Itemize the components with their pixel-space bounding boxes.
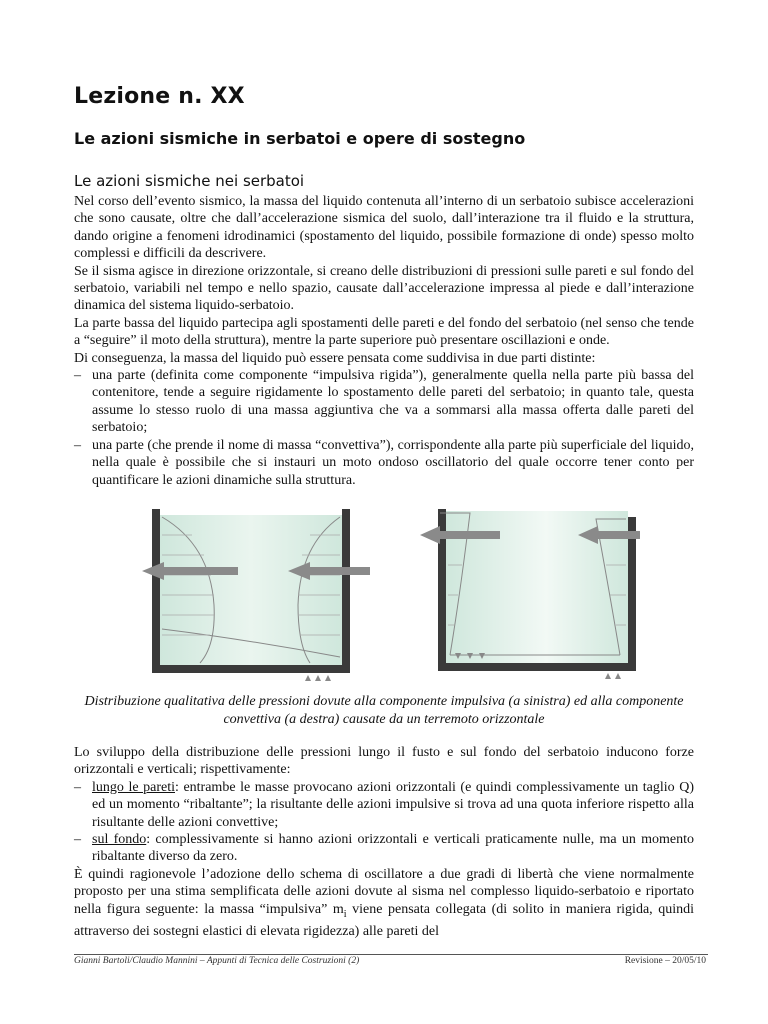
paragraph-5: Lo sviluppo della distribuzione delle pressioni lungo il fusto e sul fondo del serbatoio inducono forze orizzontali e verticali; rispettivamente: <box>74 745 694 778</box>
pressure-distribution-figure <box>140 505 715 690</box>
footer-divider <box>74 954 708 955</box>
paragraph-3: La parte bassa del liquido partecipa agli spostamenti delle pareti e del fondo del serbatoio (nel senso che tende a “seguire” il moto della struttura), mentre la parte superiore può presentare oscillazioni e onde. <box>74 315 694 349</box>
list-item <box>74 367 694 437</box>
body-text-top <box>74 193 694 489</box>
list-item-text: : entrambe le masse provocano azioni orizzontali (e quindi complessivamente un taglio Q) ed un momento “ribaltante”; la risultante delle azioni impulsive si trova ad una quota inferiore rispetto alla risultante delle azioni convettive; <box>92 779 694 830</box>
lesson-title: Lezione n. XX <box>74 84 245 109</box>
list-item-label: lungo le pareti <box>92 779 175 795</box>
lesson-subtitle: Le azioni sismiche in serbatoi e opere di sostegno <box>74 129 526 148</box>
list-item-label: sul fondo <box>92 832 147 848</box>
footer-revision: Revisione – 20/05/10 <box>624 956 706 966</box>
list-dash: – <box>74 832 81 848</box>
list-dash: – <box>74 779 81 795</box>
list-item-text: una parte (che prende il nome di massa “convettiva”), corrispondente alla parte più superficiale del liquido, nella quale è possibile che si instauri un moto ondoso oscillatorio del quale occorre tener conto per quantificare le azioni dinamiche sulla struttura. <box>92 437 694 488</box>
subscript-i: i <box>343 908 347 920</box>
list-item <box>74 779 694 831</box>
impulsive-tank <box>142 509 370 681</box>
paragraph-2: Se il sisma agisce in direzione orizzontale, si creano delle distribuzioni di pressioni sulle pareti e sul fondo del serbatoio, variabili nel tempo e nello spazio, causate dall’accelerazione impressa al piede e dall’interazione dinamica del sistema liquido-serbatoio. <box>74 263 694 314</box>
list-dash: – <box>74 368 81 384</box>
list-item-text: : complessivamente si hanno azioni orizzontali e verticali praticamente nulle, ma un momento ribaltante diverso da zero. <box>92 832 694 865</box>
paragraph-4: Di conseguenza, la massa del liquido può essere pensata come suddivisa in due parti distinte: <box>74 350 596 366</box>
body-text-bottom <box>74 744 694 940</box>
list-dash: – <box>74 437 81 453</box>
paragraph-6-part-b: viene pensata collegata (di solito in maniera rigida, quindi attraverso dei sostegni elastici di elevata rigidezza) alle pareti del <box>74 901 695 939</box>
list-item-text: una parte (definita come componente “impulsiva rigida”), generalmente quella nella parte più bassa del contenitore, tende a seguire rigidamente lo spostamento delle pareti del serbatoio; in quanto tale, questa assume lo stesso ruolo di una massa aggiuntiva che va a sommarsi alla massa offerta dalle pareti del serbatoio; <box>92 368 694 436</box>
figure-caption: Distribuzione qualitativa delle pressioni dovute alla componente impulsiva (a sinistra) ed alla componente convettiva (a destra) causate da un terremoto orizzontale <box>84 694 684 727</box>
convective-tank <box>420 509 640 679</box>
paragraph-6-part-a: È quindi ragionevole l’adozione dello schema di oscillatore a due gradi di libertà che viene normalmente proposto per una stima semplificata delle azioni dovute al sisma nel complesso liquido-serbatoio e riportato nella figura seguente: la massa “impulsiva” m <box>74 866 694 917</box>
section-heading: Le azioni sismiche nei serbatoi <box>74 172 305 190</box>
paragraph-6 <box>74 866 694 940</box>
list-item <box>74 831 694 866</box>
paragraph-1: Nel corso dell’evento sismico, la massa del liquido contenuta all’interno di un serbatoio subisce accelerazioni che sono causate, oltre che dall’accelerazione sismica del suolo, dall’interazione tra il fluido e la struttura, dando origine a fenomeni idrodinamici (spostamento del liquido, possibile formazione di onde) spesso molto complessi e difficili da descrivere. <box>74 194 694 262</box>
footer-authors: Gianni Bartoli/Claudio Mannini – Appunti di Tecnica delle Costruzioni (2) <box>74 956 360 966</box>
list-item <box>74 437 694 489</box>
